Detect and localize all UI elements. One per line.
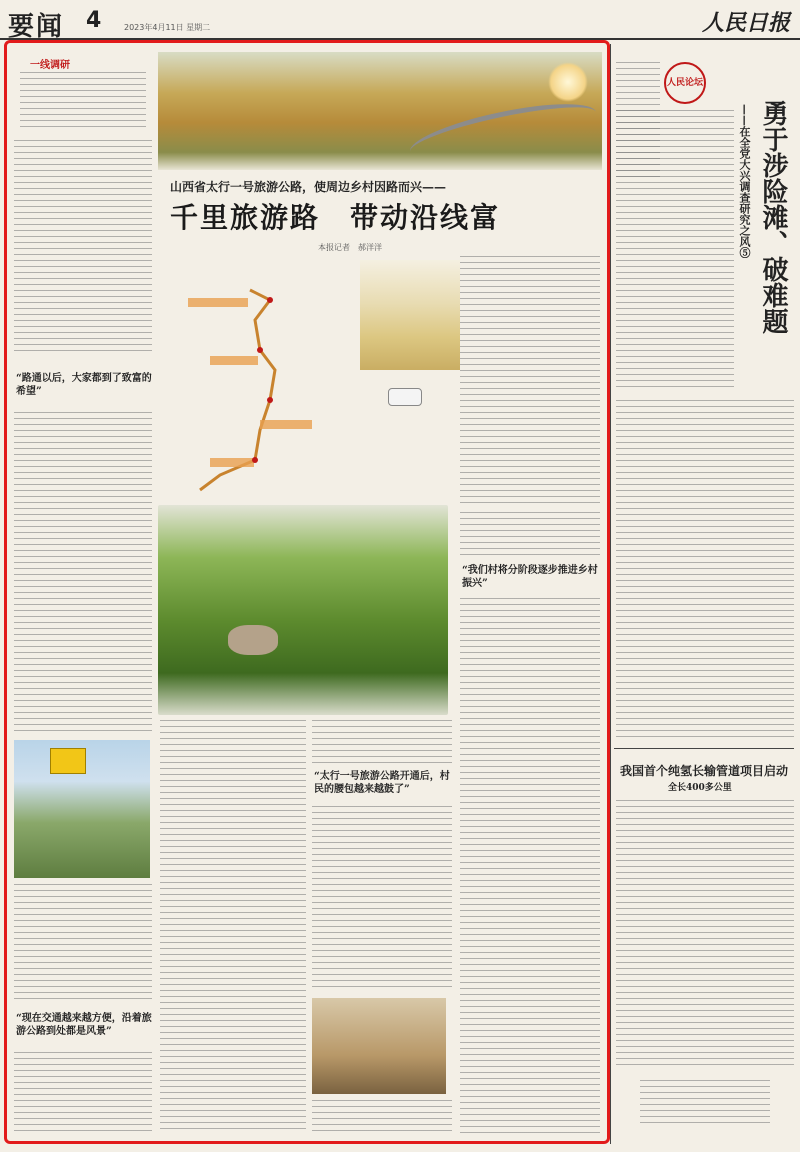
opinion-subtitle: ——在全党大兴调查研究之风⑤ — [738, 104, 751, 258]
left-body-text-2 — [14, 412, 152, 734]
newspaper-logo: 人民日报 — [701, 10, 790, 36]
right-body-text-b — [616, 110, 734, 392]
page-number: 4 — [86, 8, 102, 33]
right-credits — [640, 1080, 770, 1128]
article-body-col2-mid — [312, 806, 452, 992]
article-body-col1 — [160, 720, 306, 1132]
opinion-title: 勇于涉险滩、破难题 — [758, 100, 788, 334]
right-body-text-d — [616, 800, 794, 1070]
road-sign-icon — [50, 748, 86, 774]
opinion-badge-icon: 人民论坛 — [664, 62, 706, 104]
mountain-road-photo — [158, 505, 448, 715]
inset-road-illustration — [360, 260, 460, 370]
article-kicker: 山西省太行一号旅游公路，使周边乡村因路而兴—— — [170, 180, 447, 194]
hero-landscape-photo — [158, 52, 602, 170]
left-body-text-4 — [14, 1052, 152, 1134]
left-body-text-3 — [14, 884, 152, 1004]
issue-date: 2023年4月11日 星期二 — [124, 23, 211, 32]
left-section-label: 一线调研 — [30, 60, 70, 71]
left-intro-text — [20, 72, 146, 128]
section-title: 要闻 — [8, 12, 65, 42]
tourist-photo — [14, 740, 150, 878]
car-icon — [388, 388, 422, 406]
right-body-text-c — [616, 400, 794, 740]
hydrogen-pipeline-title: 我国首个纯氢长输管道项目启动 — [620, 764, 789, 778]
left-body-text — [14, 140, 152, 352]
article-body-col2-bottom — [312, 1100, 452, 1134]
article-body-col3-bottom — [460, 598, 600, 1134]
left-subhead-2: “现在交通越来越方便，沿着旅游公路到处都是风景” — [16, 1013, 152, 1037]
village-cluster — [228, 625, 278, 655]
article-subhead-3: “太行一号旅游公路开通后，村民的腰包越来越鼓了” — [314, 771, 450, 795]
article-headline: 千里旅游路 带动沿线富 — [170, 201, 501, 234]
left-subhead-1: “路通以后，大家都到了致富的希望” — [16, 373, 152, 397]
article-body-col3-mid — [460, 512, 600, 560]
column-divider — [610, 44, 611, 1144]
shop-interior-photo — [312, 998, 446, 1094]
article-subhead-4: “我们村将分阶段逐步推进乡村振兴” — [462, 565, 598, 589]
right-section-divider — [614, 748, 794, 749]
hydrogen-pipeline-subtitle: 全长400多公里 — [668, 783, 732, 793]
article-body-col3-top — [460, 256, 600, 504]
sun-icon — [548, 62, 588, 102]
road-curve — [406, 93, 600, 172]
masthead — [0, 0, 800, 40]
article-byline: 本报记者 郝洋洋 — [318, 243, 382, 252]
article-body-col2-top — [312, 720, 452, 764]
